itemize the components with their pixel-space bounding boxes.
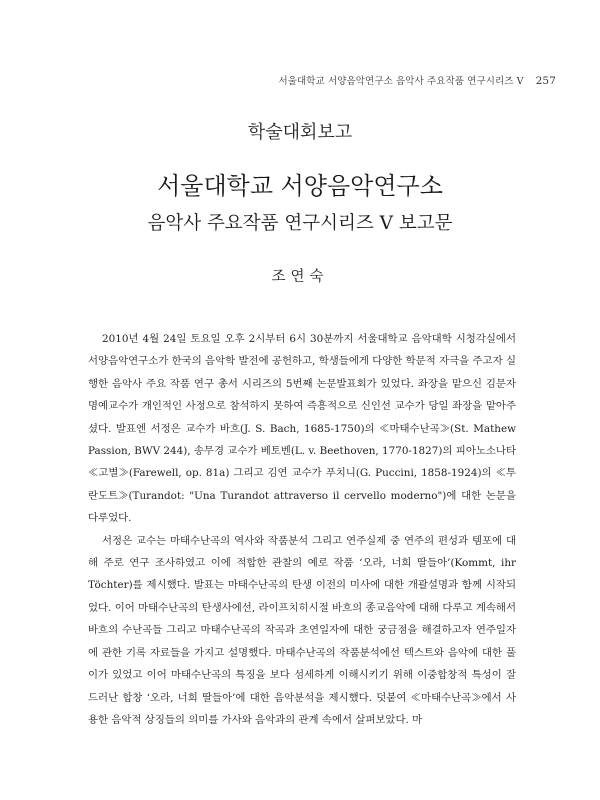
running-header-title: 서울대학교 서양음악연구소 음악사 주요작품 연구시리즈 V xyxy=(278,76,524,87)
page-number: 257 xyxy=(535,75,556,87)
paragraph: 서정은 교수는 마태수난곡의 역사와 작품분석 그리고 연주실제 중 연주의 편성과 템포에 대해 주로 연구 조사하였고 이에 적합한 관찰의 예로 작품 ‘오라, 너희 딸들아’(Kommt, ihr Töchter)를 제시했다. 발표는 마태수난곡의 탄생 이전의 미사에 대한 개괄설명과 함께 시작되었다. 이어 마태수난곡의 탄생사에선, 라이프치히시절 바흐의 종교음악에 대해 다루고 계속해서 바흐의 수난곡들 그리고 마태수난곡의 작곡과 초연일자에 대한 궁금점을 해결하고자 연주일자에 관한 기록 자료들을 가지고 설명했다. 마태수난곡의 작품분석에선 텍스트와 음악에 대한 풀이가 있었고 이어 마태수난곡의 특징을 보다 섬세하게 이해시키기 위해 이중합창적 특성이 잘 드러난 합창 ‘오라, 너희 딸들아’에 대한 음악분석을 제시했다. 덧붙여 ≪마태수난곡≫에서 사용한 음악적 상징들의 의미를 가사와 음악과의 관계 속에서 살펴보았다. 마 xyxy=(88,534,516,726)
paragraph: 2010년 4월 24일 토요일 오후 2시부터 6시 30분까지 서울대학교 음악대학 시청각실에서 서양음악연구소가 한국의 음악학 발전에 공헌하고, 학생들에게 다양한 학문적 자극을 주고자 실행한 음악사 주요 작품 연구 총서 시리즈의 5번째 논문발표회가 있었다. 좌장을 맡으신 김문자 명예교수가 개인적인 사정으로 참석하지 못하여 즉흥적으로 신인선 교수가 당일 좌장을 맡아주셨다. 발표엔 서정은 교수가 바흐(J. S. Bach, 1685-1750)의 ≪마태수난곡≫(St. Mathew Passion, BWV 244), 송무경 교수가 베토벤(L. v. Beethoven, 1770-1827)의 피아노소나타 ≪고별≫(Farewell, op. 81a) 그리고 김연 교수가 푸치니(G. Puccini, 1858-1924)의 ≪투란도트≫(Turandot: "Una Turandot attraverso il cervello moderno")에 대한 논문을 다루었다. xyxy=(88,333,517,525)
article-subtitle: 음악사 주요작품 연구시리즈 V 보고문 xyxy=(147,213,453,234)
article-title: 서울대학교 서양음악연구소 xyxy=(157,172,443,200)
author-name: 조연숙 xyxy=(271,269,329,285)
article-body xyxy=(88,328,516,731)
running-header xyxy=(278,73,556,87)
section-label: 학술대회보고 xyxy=(247,122,353,143)
